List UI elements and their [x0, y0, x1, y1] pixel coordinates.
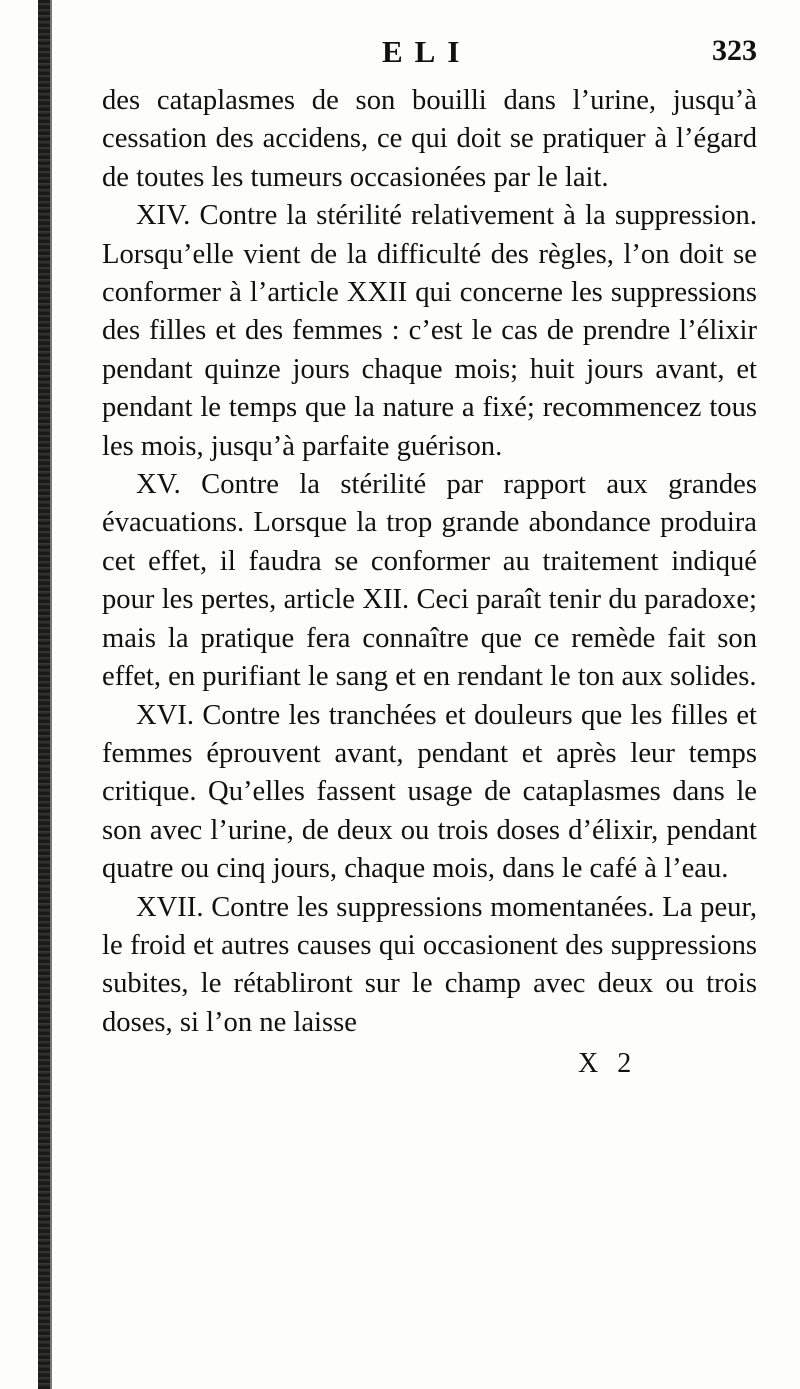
- page-footer: [102, 1048, 757, 1098]
- paragraph-xiv: XIV. Contre la stérilité relativement à la suppression. Lorsqu’elle vient de la difficulté des règles, l’on doit se conformer à l’article XXII qui concerne les suppressions des filles et des femmes : c’est le cas de prendre l’élixir pendant quinze jours chaque mois; huit jours avant, et pendant le temps que la nature a fixé; recommencez tous les mois, jusqu’à parfaite guérison.: [102, 200, 757, 462]
- page-gutter-line: [50, 0, 52, 1389]
- book-binding-edge: [38, 0, 50, 1389]
- page-header: [102, 30, 757, 82]
- page-number: 323: [712, 34, 757, 67]
- paragraph-xvi: XVI. Contre les tranchées et douleurs que les filles et femmes éprouvent avant, pendant et après leur temps critique. Qu’elles fassent usage de cataplasmes dans le son avec l’urine, de deux ou trois doses d’élixir, pendant quatre ou cinq jours, chaque mois, dans le café à l’eau.: [102, 699, 757, 885]
- page-body: [102, 82, 757, 1042]
- signature-mark: X 2: [578, 1048, 638, 1080]
- paragraph-xv: XV. Contre la stérilité par rapport aux grandes évacuations. Lorsque la trop grande abondance produira cet effet, il faudra se conformer au traitement indiqué pour les pertes, article XII. Ceci paraît tenir du paradoxe; mais la pratique fera connaître que ce remède fait son effet, en purifiant le sang et en rendant le ton aux solides.: [102, 469, 757, 693]
- running-head: ELI: [382, 34, 472, 69]
- paragraph-xvii: XVII. Contre les suppressions momentanées. La peur, le froid et autres causes qui occasionent des suppressions subites, le rétabliront sur le champ avec deux ou trois doses, si l’on ne laisse: [102, 891, 757, 1038]
- paragraph-continuation: des cataplasmes de son bouilli dans l’urine, jusqu’à cessation des accidens, ce qui doit se pratiquer à l’égard de toutes les tumeurs occasionées par le lait.: [102, 85, 757, 193]
- book-page: [102, 30, 757, 1098]
